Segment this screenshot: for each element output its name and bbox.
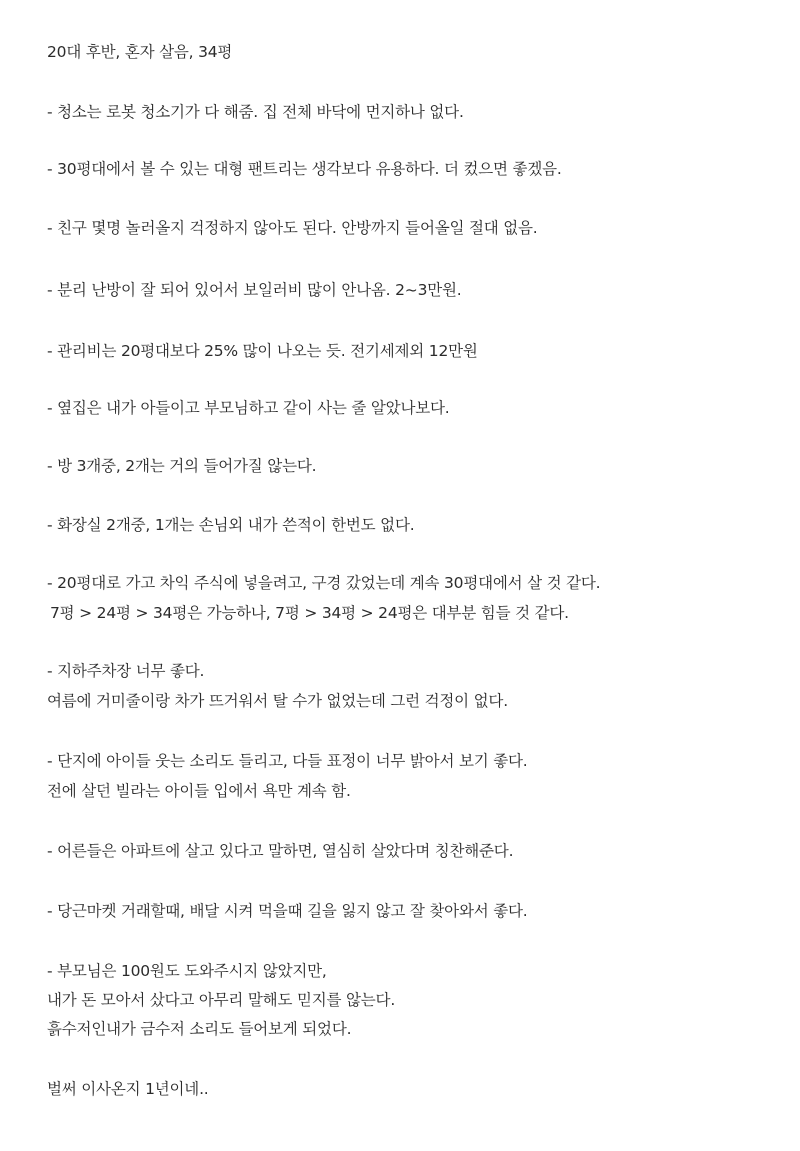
text-line: 내가 돈 모아서 샀다고 아무리 말해도 믿지를 않는다. xyxy=(47,991,396,1009)
text-line: - 30평대에서 볼 수 있는 대형 팬트리는 생각보다 유용하다. 더 컸으면 좋겠음. xyxy=(47,160,562,178)
text-line: - 단지에 아이들 웃는 소리도 들리고, 다들 표정이 너무 밝아서 보기 좋다. xyxy=(47,752,528,770)
closing-line: 벌써 이사온지 1년이네.. xyxy=(47,1080,209,1098)
text-line: - 부모님은 100원도 도와주시지 않았지만, xyxy=(47,962,327,980)
text-line: 여름에 거미줄이랑 차가 뜨거워서 탈 수가 없었는데 그런 걱정이 없다. xyxy=(47,692,508,710)
text-line: - 어른들은 아파트에 살고 있다고 말하면, 열심히 살았다며 칭찬해준다. xyxy=(47,842,514,860)
text-line: - 당근마켓 거래할때, 배달 시켜 먹을때 길을 잃지 않고 잘 찾아와서 좋다. xyxy=(47,902,528,920)
text-line: - 지하주차장 너무 좋다. xyxy=(47,662,205,680)
text-line: 전에 살던 빌라는 아이들 입에서 욕만 계속 함. xyxy=(47,782,351,800)
header-line: 20대 후반, 혼자 살음, 34평 xyxy=(47,43,233,61)
text-line: - 친구 몇명 놀러올지 걱정하지 않아도 된다. 안방까지 들어올일 절대 없음. xyxy=(47,219,538,237)
text-line: - 옆집은 내가 아들이고 부모님하고 같이 사는 줄 알았나보다. xyxy=(47,399,450,417)
text-line: - 방 3개중, 2개는 거의 들어가질 않는다. xyxy=(47,457,317,475)
text-line: - 분리 난방이 잘 되어 있어서 보일러비 많이 안나옴. 2~3만원. xyxy=(47,281,462,299)
text-line: - 청소는 로봇 청소기가 다 해줌. 집 전체 바닥에 먼지하나 없다. xyxy=(47,103,464,121)
text-line: - 화장실 2개중, 1개는 손님외 내가 쓴적이 한번도 없다. xyxy=(47,516,415,534)
text-line: - 20평대로 가고 차익 주식에 넣을려고, 구경 갔었는데 계속 30평대에서 살 것 같다. xyxy=(47,574,601,592)
text-line: 흙수저인내가 금수저 소리도 들어보게 되었다. xyxy=(47,1020,352,1038)
text-line: 7평 > 24평 > 34평은 가능하나, 7평 > 34평 > 24평은 대부분 힘들 것 같다. xyxy=(50,604,569,622)
text-line: - 관리비는 20평대보다 25% 많이 나오는 듯. 전기세제외 12만원 xyxy=(47,342,478,360)
